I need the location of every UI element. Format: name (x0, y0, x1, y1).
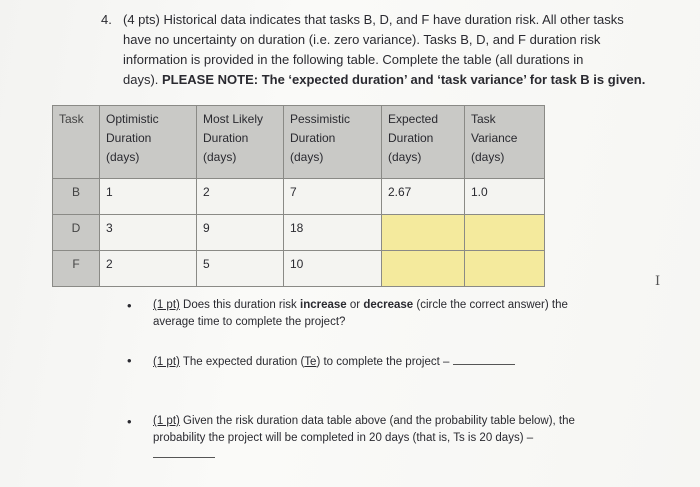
sub-question-1-or: or (346, 299, 364, 311)
duration-risk-table (52, 105, 545, 287)
header-optimistic (100, 106, 197, 179)
cell-pessimistic: 18 (284, 215, 382, 251)
cell-optimistic: 2 (100, 251, 197, 287)
header-pessimistic (284, 106, 382, 179)
header-task: Task (53, 106, 100, 179)
sub-question-1-text-b: (circle the correct answer) the (413, 299, 568, 311)
header-most-likely-l2: Duration (203, 131, 249, 145)
header-variance-l2: Variance (471, 131, 518, 145)
bullet-icon: • (127, 353, 132, 368)
answer-cell-variance[interactable] (465, 251, 545, 287)
question-line-4 (123, 70, 681, 90)
question-line-1: (4 pts) Historical data indicates that tasks B, D, and F have duration risk. All other tasks (123, 12, 624, 27)
answer-blank-expected-duration[interactable] (453, 352, 515, 365)
answer-blank-probability[interactable] (153, 447, 215, 458)
sub-question-1-points: (1 pt) (153, 299, 180, 311)
header-variance-l3: (days) (471, 150, 505, 164)
sub-question-1-line-2: average time to complete the project? (153, 316, 346, 328)
header-variance (465, 106, 545, 179)
sub-question-3-line-3 (153, 447, 627, 464)
question-block (101, 10, 681, 90)
cell-pessimistic: 7 (284, 179, 382, 215)
header-optimistic-l3: (days) (106, 150, 140, 164)
table-row (53, 215, 545, 251)
answer-cell-expected[interactable] (382, 215, 465, 251)
answer-cell-variance[interactable] (465, 215, 545, 251)
sub-question-2-text-b: ) to complete the project – (316, 356, 453, 368)
text-cursor-icon: I (655, 274, 661, 289)
question-number: 4. (101, 12, 112, 27)
question-line-3: information is provided in the following table. Complete the table (all durations in (123, 52, 584, 67)
header-optimistic-l1: Optimistic (106, 112, 159, 126)
header-variance-l1: Task (471, 112, 496, 126)
sub-question-1-text-a: Does this duration risk (179, 299, 301, 311)
header-expected (382, 106, 465, 179)
sub-question-2-points: (1 pt) (153, 356, 180, 368)
sub-question-1 (127, 297, 627, 331)
bullet-icon: • (127, 298, 132, 313)
sub-question-2-text-a: The expected duration ( (179, 356, 305, 368)
table-header-row (53, 106, 545, 179)
header-optimistic-l2: Duration (106, 131, 152, 145)
bullet-icon: • (127, 414, 132, 429)
cell-expected: 2.67 (382, 179, 465, 215)
sub-question-3-line-2: probability the project will be completed in 20 days (that is, Ts is 20 days) – (153, 432, 534, 444)
header-most-likely-l3: (days) (203, 150, 237, 164)
cell-optimistic: 1 (100, 179, 197, 215)
choice-increase[interactable]: increase (300, 299, 347, 311)
choice-decrease[interactable]: decrease (363, 299, 414, 311)
sub-question-3 (127, 413, 627, 464)
sub-question-3-line-1 (153, 413, 627, 430)
sub-question-2 (127, 352, 627, 371)
header-most-likely (197, 106, 284, 179)
header-pessimistic-l2: Duration (290, 131, 336, 145)
header-expected-l3: (days) (388, 150, 422, 164)
header-expected-l1: Expected (388, 112, 439, 126)
cell-variance: 1.0 (465, 179, 545, 215)
header-most-likely-l1: Most Likely (203, 112, 264, 126)
cell-optimistic: 3 (100, 215, 197, 251)
question-line-4-plain: days). (123, 72, 163, 87)
cell-most-likely: 5 (197, 251, 284, 287)
cell-task: F (53, 251, 100, 287)
cell-task: B (53, 179, 100, 215)
answer-cell-expected[interactable] (382, 251, 465, 287)
cell-pessimistic: 10 (284, 251, 382, 287)
header-expected-l2: Duration (388, 131, 434, 145)
header-pessimistic-l1: Pessimistic (290, 112, 351, 126)
please-note: PLEASE NOTE: The ‘expected duration’ and ‘task variance’ for task B is given. (162, 72, 646, 87)
sub-question-2-te: Te (304, 356, 317, 368)
table-row (53, 179, 545, 215)
sub-question-3-text-a: Given the risk duration data table above (and the probability table below), the (179, 415, 575, 427)
cell-task: D (53, 215, 100, 251)
sub-question-1-line-1 (153, 297, 627, 314)
header-pessimistic-l3: (days) (290, 150, 324, 164)
cell-most-likely: 2 (197, 179, 284, 215)
sub-question-3-points: (1 pt) (153, 415, 180, 427)
table-row (53, 251, 545, 287)
question-line-2: have no uncertainty on duration (i.e. zero variance). Tasks B, D, and F duration risk (123, 32, 601, 47)
cell-most-likely: 9 (197, 215, 284, 251)
